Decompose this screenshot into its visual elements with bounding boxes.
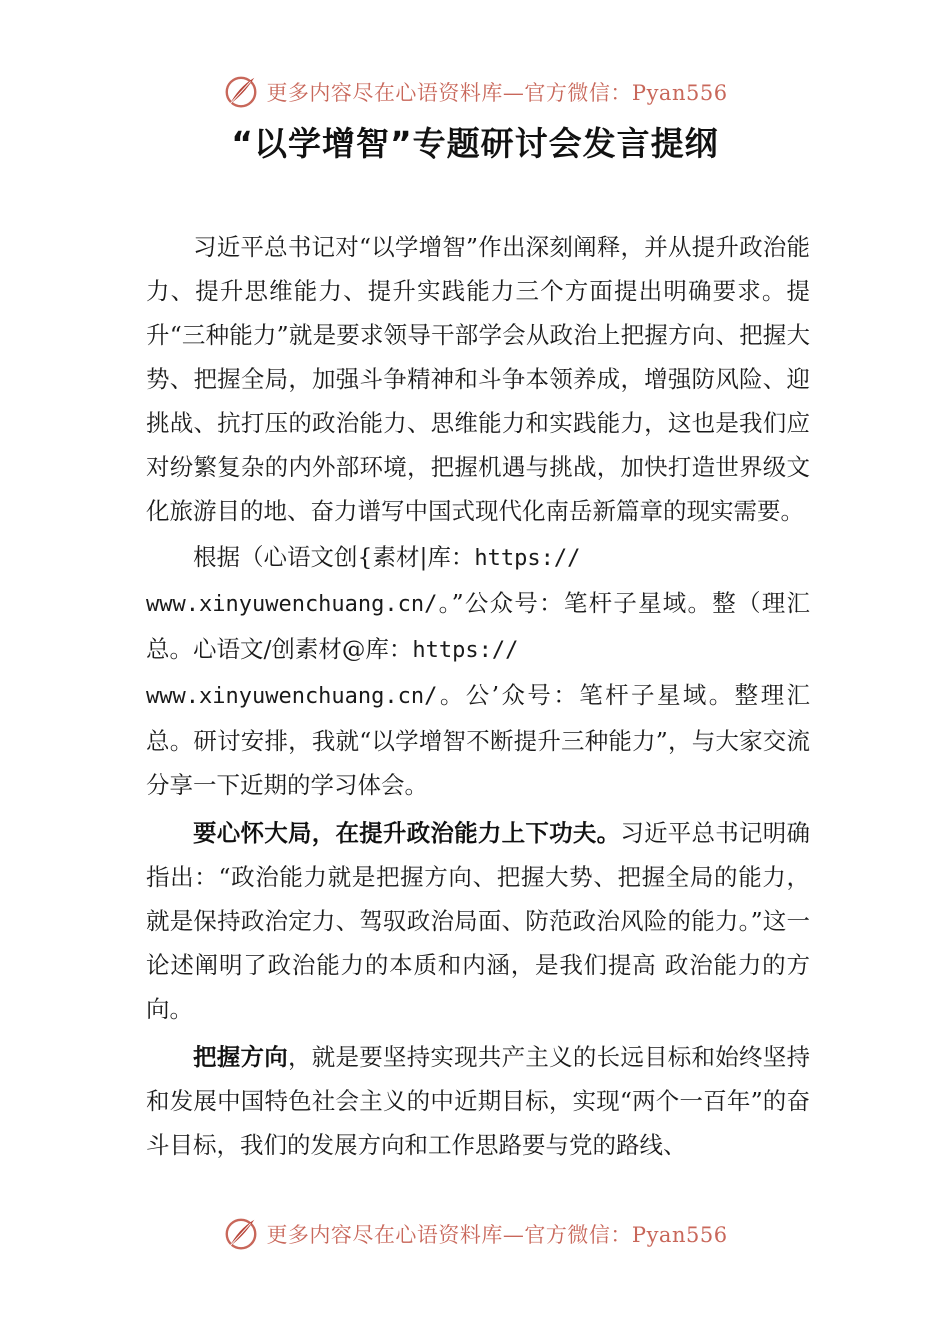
feather-pen-logo-icon [222, 1215, 260, 1253]
source-url-2-domain: www.xinyuwenchuang.cn/ [146, 684, 438, 709]
paragraph-text-grasp-direction: ，就是要坚持实现共产主义的长远目标和始终坚持和发展中国特色社会主义的中近期目标，实现“两个一百年”的奋斗目标，我们的发展方向和工作思路要与党的路线、 [146, 1043, 811, 1159]
banner-text: 更多内容尽在心语资料库—官方微信：Pyan556 [266, 1223, 728, 1247]
source-url-1-domain: www.xinyuwenchuang.cn/ [146, 592, 438, 617]
source-text-a: 根据（心语文创{素材|库： [193, 543, 475, 571]
paragraph-grasp-direction [146, 1035, 810, 1167]
header-banner [0, 70, 950, 114]
document-body [146, 225, 810, 1167]
source-url-1: https:// [474, 546, 581, 571]
banner-text: 更多内容尽在心语资料库—官方微信：Pyan556 [266, 81, 728, 105]
paragraph-lead-grasp-direction: 把握方向 [193, 1043, 288, 1071]
footer-banner [0, 1212, 950, 1256]
paragraph-lead-political-ability: 要心怀大局，在提升政治能力上下功夫。 [193, 819, 621, 847]
source-url-2: https:// [412, 638, 519, 663]
source-text-c: 。公’众号：笔杆子星域。整理汇总。研讨安排，我就“以学增智不断提升三种能力”，与大家交流分享一下近期的学习体会。 [146, 681, 810, 799]
document-title: “以学增智”专题研讨会发言提纲 [231, 124, 719, 163]
paragraph-source [146, 535, 810, 807]
paragraph-political-ability [146, 811, 810, 1031]
source-text-b: 。”公众号：笔杆子星域。整（理汇总。心语文/创素材@库： [146, 589, 810, 663]
paragraph-text-political-ability: 习近平总书记明确指出：“政治能力就是把握方向、把握大势、把握全局的能力，就是保持政治定力、驾驭政治局面、防范政治风险的能力。”这一论述阐明了政治能力的本质和内涵，是我们提高 政治能力的方向。 [146, 819, 811, 1023]
paragraph-intro: 习近平总书记对“以学增智”作出深刻阐释，并从提升政治能力、提升思维能力、提升实践能力三个方面提出明确要求。提升“三种能力”就是要求领导干部学会从政治上把握方向、把握大势、把握全局，加强斗争精神和斗争本领养成，增强防风险、迎挑战、抗打压的政治能力、思维能力和实践能力，这也是我们应对纷繁复杂的内外部环境，把握机遇与挑战，加快打造世界级文化旅游目的地、奋力谱写中国式现代化南岳新篇章的现实需要。 [146, 233, 810, 525]
feather-pen-logo-icon [222, 73, 260, 111]
